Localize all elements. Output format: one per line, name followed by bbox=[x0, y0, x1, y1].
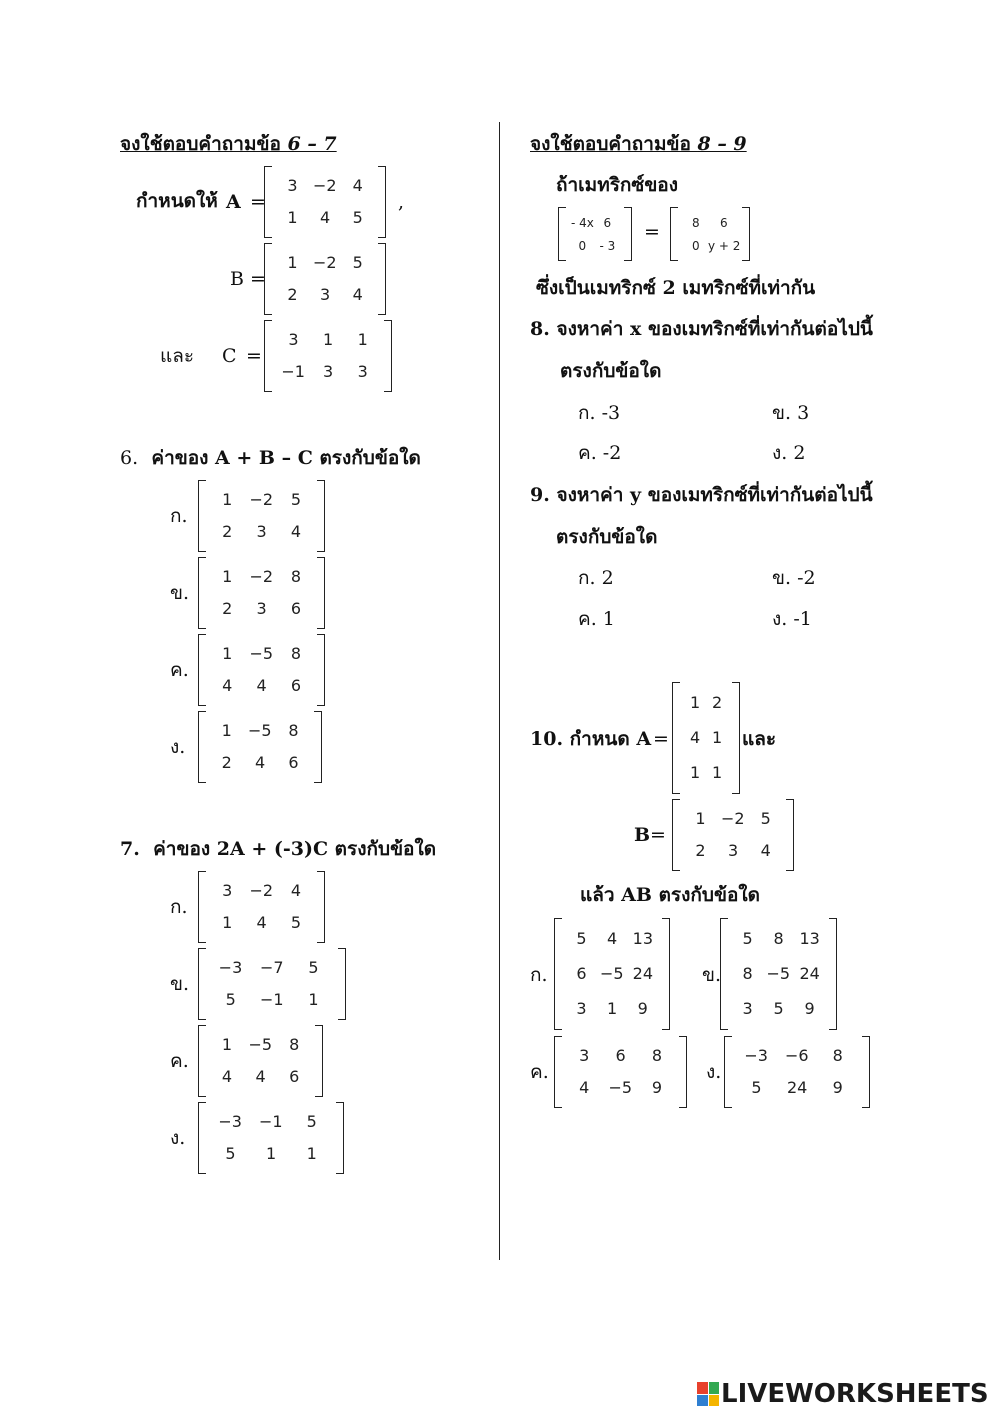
right-bracket bbox=[315, 1025, 323, 1097]
matrix-cell: 6 bbox=[288, 753, 299, 772]
question-6-text: ค่าของ A + B – C ตรงกับข้อใด bbox=[151, 447, 421, 469]
question-7-text: ค่าของ 2A + (-3)C ตรงกับข้อใด bbox=[153, 838, 437, 860]
matrix-cell: −2 bbox=[249, 490, 274, 509]
right-bracket bbox=[378, 166, 386, 238]
q10-and-label: และ bbox=[742, 728, 777, 750]
q10-matrix-A bbox=[672, 682, 740, 794]
matrix-cell: −3 bbox=[218, 958, 243, 977]
matrix-cell: 3 bbox=[576, 998, 587, 1018]
matrix-cell: 4 bbox=[255, 1067, 266, 1086]
equation-equals: = bbox=[644, 221, 660, 243]
q6-option-b-label[interactable]: ข. bbox=[170, 582, 190, 604]
left-bracket bbox=[672, 682, 680, 794]
column-divider bbox=[499, 122, 500, 1260]
right-bracket bbox=[862, 1036, 870, 1108]
matrix-cell: 8 bbox=[289, 1035, 300, 1054]
matrix-cell: 8 bbox=[742, 964, 753, 983]
matrix-cell: −1 bbox=[260, 990, 284, 1009]
matrix-cell: 1 bbox=[306, 1144, 317, 1163]
q10-option-c-label[interactable]: ค. bbox=[530, 1061, 549, 1083]
matrix-cell: 3 bbox=[287, 176, 298, 195]
left-bracket bbox=[198, 1102, 206, 1174]
right-bracket bbox=[336, 1102, 344, 1174]
matrix-cell: 4 bbox=[221, 1067, 233, 1086]
matrix-cell: 4 bbox=[760, 841, 771, 860]
matrix-cell: 4 bbox=[579, 1078, 590, 1097]
q6-option-a-matrix[interactable] bbox=[198, 480, 325, 552]
q7-option-d-matrix[interactable] bbox=[198, 1102, 344, 1174]
matrix-cell: 0 bbox=[578, 238, 587, 253]
left-bracket bbox=[198, 871, 206, 943]
matrix-cell: 6 bbox=[290, 676, 302, 695]
matrix-cell: 5 bbox=[751, 1078, 762, 1097]
matrix-cell: 8 bbox=[832, 1046, 843, 1065]
matrix-cell: −5 bbox=[249, 644, 274, 663]
matrix-cell: 5 bbox=[576, 929, 587, 949]
right-bracket bbox=[732, 682, 740, 794]
right-bracket bbox=[679, 1036, 687, 1108]
instruction-8-9-range: 8 – 9 bbox=[697, 133, 747, 155]
matrix-cell: −2 bbox=[249, 567, 274, 586]
equation-left-matrix bbox=[558, 207, 632, 261]
matrix-cell: 8 bbox=[288, 721, 299, 740]
q10-A-equals: = bbox=[653, 728, 669, 750]
matrix-cell: 0 bbox=[692, 238, 700, 253]
matrix-cell: 1 bbox=[287, 253, 298, 272]
matrix-cell: 2 bbox=[221, 753, 232, 772]
matrix-cell: 5 bbox=[225, 990, 236, 1009]
q10-option-b-label[interactable]: ข. bbox=[702, 964, 722, 986]
left-bracket bbox=[672, 799, 680, 871]
given-label: กำหนดให้ bbox=[136, 190, 218, 212]
right-bracket bbox=[662, 918, 670, 1030]
matrix-cell: 2 bbox=[712, 693, 723, 713]
left-bracket bbox=[554, 1036, 562, 1108]
left-bracket bbox=[670, 207, 678, 261]
matrix-cell: y + 2 bbox=[708, 238, 741, 253]
matrix-cell: 1 bbox=[308, 990, 319, 1009]
equation-right-matrix bbox=[670, 207, 750, 261]
matrix-cell: 3 bbox=[728, 841, 739, 860]
right-bracket bbox=[829, 918, 837, 1030]
right-bracket bbox=[338, 948, 346, 1020]
matrix-cell: 8 bbox=[692, 215, 700, 230]
right-bracket bbox=[742, 207, 750, 261]
q6-option-a-label[interactable]: ก. bbox=[170, 505, 188, 527]
matrix-cell: 13 bbox=[799, 929, 820, 949]
matrix-cell: 4 bbox=[607, 929, 618, 949]
question-8-line1: 8. จงหาค่า x ของเมทริกซ์ที่เท่ากันต่อไปนี้ bbox=[530, 318, 873, 340]
q10-option-d-matrix[interactable] bbox=[724, 1036, 870, 1108]
matrix-cell: −6 bbox=[785, 1046, 809, 1065]
q10-matrix-A-label: A bbox=[636, 728, 652, 750]
matrix-cell: 3 bbox=[579, 1046, 590, 1065]
q10-option-c-matrix[interactable] bbox=[554, 1036, 687, 1108]
matrix-cell: 5 bbox=[225, 1144, 236, 1163]
right-bracket bbox=[378, 243, 386, 315]
matrix-cell: −2 bbox=[721, 809, 745, 828]
logo-square-3 bbox=[697, 1395, 708, 1407]
q9-option-c[interactable]: ค. 1 bbox=[578, 608, 615, 630]
matrix-A-label: A bbox=[226, 191, 241, 213]
matrix-cell: - 4x bbox=[571, 215, 594, 230]
matrix-cell: 9 bbox=[804, 998, 815, 1018]
question-10-number: 10. กำหนด bbox=[530, 728, 637, 750]
left-bracket bbox=[198, 557, 206, 629]
q7-option-a-matrix[interactable] bbox=[198, 871, 325, 943]
q7-option-d-label[interactable]: ง. bbox=[170, 1127, 186, 1149]
q8-option-c[interactable]: ค. -2 bbox=[578, 442, 622, 464]
right-bracket bbox=[317, 557, 325, 629]
q8-option-b[interactable]: ข. 3 bbox=[772, 402, 810, 424]
matrix-cell: 3 bbox=[256, 599, 267, 618]
matrix-cell: 1 bbox=[690, 762, 701, 782]
matrix-cell: 1 bbox=[222, 913, 233, 932]
matrix-C bbox=[264, 320, 392, 392]
matrix-cell: 1 bbox=[221, 1035, 233, 1054]
matrix-cell: 3 bbox=[222, 881, 233, 900]
matrix-cell: −5 bbox=[766, 964, 791, 983]
instruction-6-7-range: 6 – 7 bbox=[287, 133, 337, 155]
left-bracket bbox=[198, 948, 206, 1020]
matrix-cell: 5 bbox=[352, 253, 363, 272]
matrix-cell: 1 bbox=[357, 330, 368, 349]
matrix-cell: 4 bbox=[256, 913, 267, 932]
matrix-cell: 1 bbox=[712, 728, 723, 747]
matrix-cell: 8 bbox=[290, 644, 302, 663]
matrix-cell: 13 bbox=[632, 929, 654, 949]
matrix-cell: 3 bbox=[357, 362, 368, 381]
q6-option-c-matrix[interactable] bbox=[198, 634, 325, 706]
comma: , bbox=[398, 191, 405, 213]
q8-option-d[interactable]: ง. 2 bbox=[772, 442, 806, 464]
matrix-cell: 1 bbox=[222, 490, 233, 509]
matrix-cell: 9 bbox=[637, 998, 648, 1018]
right-bracket bbox=[317, 480, 325, 552]
matrix-cell: 5 bbox=[773, 998, 784, 1018]
matrix-cell: 4 bbox=[222, 676, 233, 695]
matrix-cell: 5 bbox=[352, 208, 363, 227]
and-label: และ bbox=[160, 345, 195, 367]
question-10-prefix bbox=[530, 730, 651, 749]
q10-option-a-label[interactable]: ก. bbox=[530, 964, 548, 986]
left-bracket bbox=[198, 711, 206, 783]
q9-option-b[interactable]: ข. -2 bbox=[772, 567, 816, 589]
q7-option-c-label[interactable]: ค. bbox=[170, 1050, 189, 1072]
left-bracket bbox=[198, 634, 206, 706]
matrix-cell: 8 bbox=[651, 1046, 663, 1065]
left-bracket bbox=[264, 166, 272, 238]
matrix-cell: 6 bbox=[720, 215, 728, 230]
question-9-line2: ตรงกับข้อใด bbox=[556, 526, 658, 548]
matrix-cell: −5 bbox=[600, 964, 624, 983]
q10-option-b-matrix[interactable] bbox=[720, 918, 837, 1030]
left-bracket bbox=[198, 480, 206, 552]
matrix-cell: 9 bbox=[651, 1078, 663, 1097]
matrix-cell: 1 bbox=[690, 693, 701, 713]
matrix-cell: 5 bbox=[306, 1112, 317, 1131]
matrix-cell: 1 bbox=[323, 330, 334, 349]
q10-matrix-B bbox=[672, 799, 794, 871]
matrix-cell: −1 bbox=[259, 1112, 283, 1131]
matrix-cell: 24 bbox=[632, 964, 654, 983]
matrix-cell: 8 bbox=[290, 567, 302, 586]
q9-option-a[interactable]: ก. 2 bbox=[578, 567, 614, 589]
q6-option-b-matrix[interactable] bbox=[198, 557, 325, 629]
right-bracket bbox=[624, 207, 632, 261]
matrix-cell: 6 bbox=[290, 599, 302, 618]
q10-matrix-B-label: B bbox=[634, 824, 651, 846]
matrix-cell: 4 bbox=[352, 176, 363, 195]
right-bracket bbox=[314, 711, 322, 783]
matrix-cell: 6 bbox=[576, 964, 587, 983]
instruction-8-9-prefix: จงใช้ตอบคำถามข้อ bbox=[530, 133, 698, 155]
left-bracket bbox=[724, 1036, 732, 1108]
question-7-number: 7. bbox=[120, 838, 140, 860]
matrix-cell: −3 bbox=[218, 1112, 242, 1131]
left-bracket bbox=[198, 1025, 206, 1097]
left-bracket bbox=[264, 320, 272, 392]
q6-option-c-label[interactable]: ค. bbox=[170, 659, 189, 681]
right-bracket bbox=[384, 320, 392, 392]
matrix-cell: 9 bbox=[832, 1078, 843, 1097]
instruction-8-9 bbox=[530, 135, 747, 154]
matrix-cell: 4 bbox=[320, 208, 331, 227]
matrix-cell: 5 bbox=[290, 490, 302, 509]
matrix-cell: 3 bbox=[742, 998, 753, 1018]
matrix-cell: 1 bbox=[712, 762, 723, 782]
q8-option-a[interactable]: ก. -3 bbox=[578, 402, 621, 424]
q10-then-text: แล้ว AB ตรงกับข้อใด bbox=[580, 884, 760, 906]
matrix-A-equals: = bbox=[250, 191, 266, 213]
matrix-cell: 24 bbox=[787, 1078, 808, 1097]
equal-matrices-text: ซึ่งเป็นเมทริกซ์ 2 เมทริกซ์ที่เท่ากัน bbox=[536, 277, 816, 299]
matrix-cell: 1 bbox=[222, 644, 233, 663]
matrix-cell: −1 bbox=[281, 362, 305, 381]
matrix-cell: 2 bbox=[222, 522, 233, 541]
question-8-line2: ตรงกับข้อใด bbox=[560, 360, 662, 382]
matrix-cell: 24 bbox=[799, 964, 820, 983]
matrix-cell: 4 bbox=[290, 881, 302, 900]
matrix-cell: 5 bbox=[742, 929, 753, 949]
matrix-C-label: C bbox=[222, 345, 237, 367]
matrix-cell: 1 bbox=[221, 721, 232, 740]
matrix-cell: 6 bbox=[603, 215, 612, 230]
right-bracket bbox=[317, 634, 325, 706]
q10-option-a-matrix[interactable] bbox=[554, 918, 670, 1030]
matrix-cell: 2 bbox=[287, 285, 298, 304]
matrix-cell: 1 bbox=[222, 567, 233, 586]
matrix-cell: 5 bbox=[308, 958, 319, 977]
q7-option-a-label[interactable]: ก. bbox=[170, 896, 188, 918]
left-bracket bbox=[558, 207, 566, 261]
logo-square-2 bbox=[709, 1382, 720, 1394]
left-bracket bbox=[554, 918, 562, 1030]
matrix-cell: 4 bbox=[690, 728, 701, 747]
matrix-cell: 2 bbox=[222, 599, 233, 618]
right-bracket bbox=[317, 871, 325, 943]
matrix-cell: 2 bbox=[695, 841, 706, 860]
question-7 bbox=[120, 840, 436, 859]
matrix-cell: −3 bbox=[744, 1046, 768, 1065]
matrix-A bbox=[264, 166, 386, 238]
logo-square-1 bbox=[697, 1382, 708, 1394]
q9-option-d[interactable]: ง. -1 bbox=[772, 608, 812, 630]
q7-option-b-matrix[interactable] bbox=[198, 948, 346, 1020]
matrix-C-equals: = bbox=[246, 345, 262, 367]
matrix-cell: 3 bbox=[256, 522, 267, 541]
matrix-cell: 1 bbox=[266, 1144, 277, 1163]
question-6-number: 6. bbox=[120, 447, 139, 469]
matrix-cell: 3 bbox=[323, 362, 334, 381]
matrix-cell: −2 bbox=[249, 881, 274, 900]
matrix-cell: 6 bbox=[615, 1046, 626, 1065]
matrix-cell: 4 bbox=[290, 522, 302, 541]
matrix-cell: 3 bbox=[288, 330, 299, 349]
question-9-line1: 9. จงหาค่า y ของเมทริกซ์ที่เท่ากันต่อไปนี้ bbox=[530, 484, 873, 506]
left-bracket bbox=[720, 918, 728, 1030]
instruction-6-7 bbox=[120, 135, 337, 154]
matrix-cell: −2 bbox=[313, 176, 337, 195]
q7-option-b-label[interactable]: ข. bbox=[170, 973, 190, 995]
matrix-cell: 3 bbox=[320, 285, 331, 304]
logo-square-4 bbox=[709, 1395, 720, 1407]
left-bracket bbox=[264, 243, 272, 315]
matrix-cell: −5 bbox=[248, 721, 272, 740]
question-6 bbox=[120, 449, 421, 468]
logo-text: LIVEWORKSHEETS bbox=[721, 1379, 989, 1409]
matrix-cell: 1 bbox=[287, 208, 298, 227]
matrix-B bbox=[264, 243, 386, 315]
matrix-cell: 1 bbox=[695, 809, 706, 828]
q10-B-equals: = bbox=[650, 824, 666, 846]
matrix-cell: 5 bbox=[290, 913, 302, 932]
matrix-cell: - 3 bbox=[599, 238, 616, 253]
matrix-cell: −5 bbox=[248, 1035, 273, 1054]
matrix-cell: −7 bbox=[260, 958, 284, 977]
q7-option-c-matrix[interactable] bbox=[198, 1025, 323, 1097]
matrix-cell: −5 bbox=[608, 1078, 633, 1097]
matrix-cell: 1 bbox=[607, 998, 618, 1018]
matrix-cell: 8 bbox=[773, 929, 784, 949]
matrix-cell: 4 bbox=[256, 676, 267, 695]
q6-option-d-matrix[interactable] bbox=[198, 711, 322, 783]
matrix-cell: 5 bbox=[760, 809, 771, 828]
matrix-cell: −2 bbox=[313, 253, 337, 272]
q6-option-d-label[interactable]: ง. bbox=[170, 736, 186, 758]
matrix-cell: 6 bbox=[289, 1067, 300, 1086]
matrix-cell: 4 bbox=[352, 285, 363, 304]
logo-icon bbox=[697, 1382, 719, 1406]
q10-option-d-label[interactable]: ง. bbox=[706, 1061, 722, 1083]
right-bracket bbox=[786, 799, 794, 871]
liveworksheets-logo bbox=[697, 1380, 989, 1408]
matrix-cell: 4 bbox=[255, 753, 266, 772]
matrix-B-label: B = bbox=[230, 268, 266, 290]
instruction-6-7-prefix: จงใช้ตอบคำถามข้อ bbox=[120, 133, 288, 155]
if-matrix-text: ถ้าเมทริกซ์ของ bbox=[556, 174, 678, 196]
